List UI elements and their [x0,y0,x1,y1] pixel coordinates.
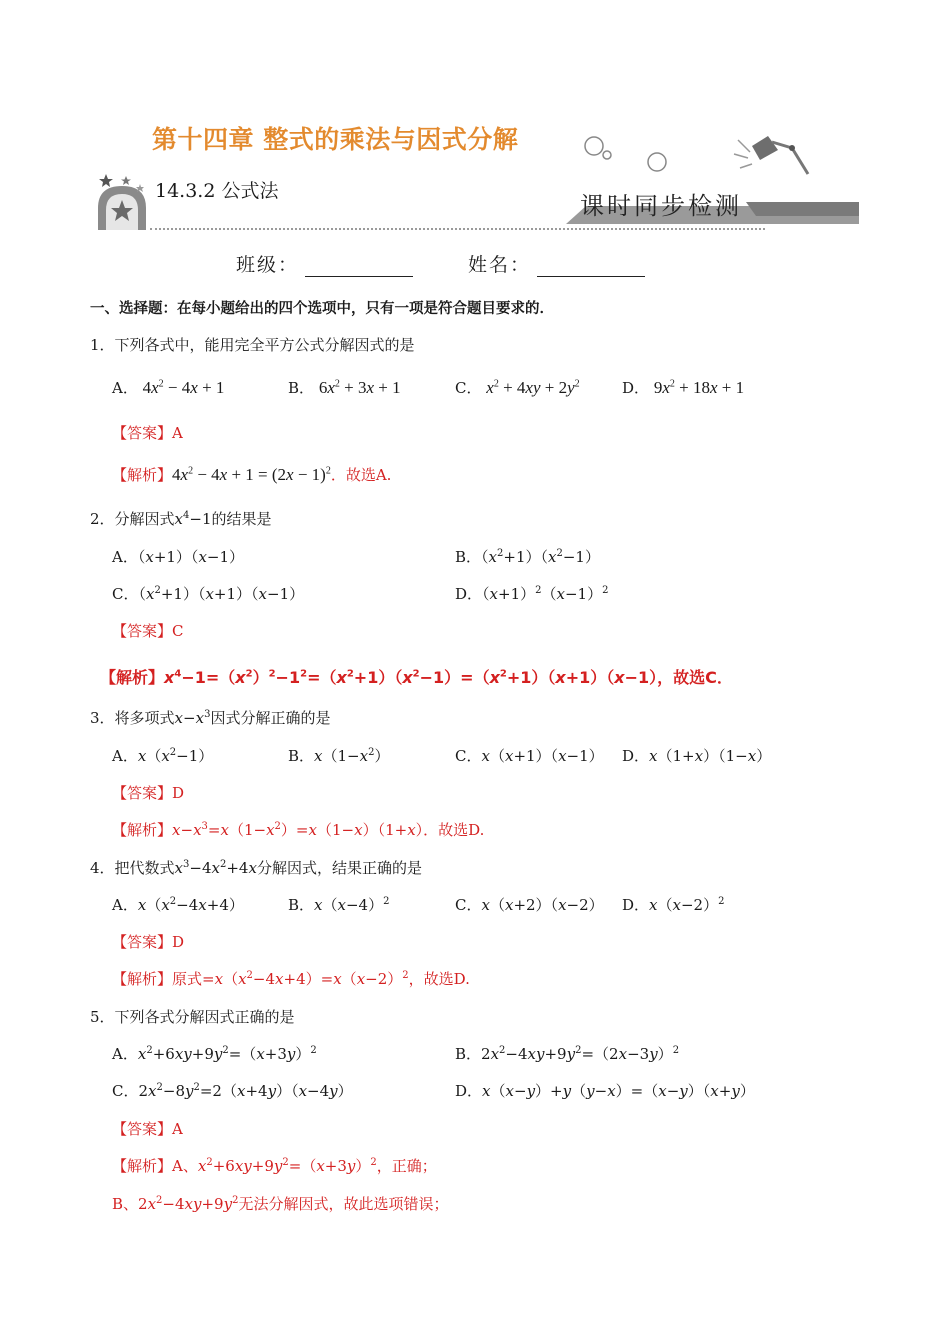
q3-option-c[interactable]: C．x（x+1）（x−1） [455,747,604,765]
badge-title: 课时同步检测 [580,192,742,220]
section-heading: 一、选择题：在每小题给出的四个选项中，只有一项是符合题目要求的． [90,301,554,317]
q1-option-c[interactable]: C． $x^2 + 4xy + 2y^2$ [455,378,580,397]
q5-stem: 5．下列各式分解因式正确的是 [90,1008,295,1026]
q5-option-a[interactable]: A．$x^2+6xy+9y^2=(x+3y)^2$ [112,1045,317,1063]
desk-lamp-icon [730,128,820,208]
q3-option-b[interactable]: B．$x(1-x^2)$ [288,747,390,765]
q4-stem: 4．把代数式$x^3-4x^2+4x$分解因式，结果正确的是 [90,859,422,877]
q1-option-a[interactable]: A． $4x^2 - 4x + 1$ [112,378,225,397]
q3-option-a[interactable]: A．$x(x^2-1)$ [112,747,214,765]
q1-stem: 1．下列各式中，能用完全平方公式分解因式的是 [90,336,415,354]
q3-stem: 3．将多项式$x-x^3$因式分解正确的是 [90,709,331,727]
q5-answer: 【答案】A [112,1120,183,1138]
q4-analysis: 【解析】原式$=x(x^2-4x+4)=x(x-2)^2$，故选D. [112,970,470,988]
name-label: 姓名： [468,254,532,276]
q4-option-c[interactable]: C．x（x+2）（x−2） [455,896,604,914]
q1-option-d[interactable]: D． $9x^2 + 18x + 1$ [622,378,745,397]
q5-analysis-b: B、$2x^2-4xy+9y^2$无法分解因式，故此选项错误； [112,1195,449,1213]
q3-analysis: 【解析】$x-x^3=x(1-x^2)=x(1-x)(1+x)$．故选D. [112,821,485,839]
name-blank[interactable] [537,256,645,277]
q2-stem: 2．分解因式$x^4-1$的结果是 [90,510,272,528]
name-field [468,250,645,277]
class-field [236,250,413,277]
class-blank[interactable] [305,256,413,277]
class-label: 班级： [236,254,300,276]
q2-option-b[interactable]: B．$(x^2+1)(x^2-1)$ [455,548,600,566]
q5-analysis-a: 【解析】A、$x^2+6xy+9y^2=(x+3y)^2$，正确； [112,1157,437,1175]
q4-option-d[interactable]: D．$x(x-2)^2$ [622,896,725,914]
q5-option-d[interactable]: D．x（x−y）+y（y−x）=（x−y）（x+y） [455,1082,755,1100]
section-title: 14.3.2 公式法 [155,180,279,202]
q5-option-c[interactable]: C．$2x^2-8y^2=2(x+4y)(x-4y)$ [112,1082,353,1100]
q2-option-d[interactable]: D．$(x+1)^2(x-1)^2$ [455,585,609,603]
q2-analysis: 【解析】$x^4-1=(x^2)^2-1^2=(x^2+1)(x^2-1)=(x^2+1)(x+1)(x-1)$，故选C． [100,668,733,687]
q2-option-a[interactable]: A．（x+1）（x−1） [112,548,245,566]
chapter-badge-icon [92,170,156,234]
q4-option-a[interactable]: A．$x(x^2-4x+4)$ [112,896,244,914]
q5-option-b[interactable]: B．$2x^2-4xy+9y^2=(2x-3y)^2$ [455,1045,680,1063]
q1-analysis: 【解析】$4x^2 - 4x + 1 = (2x - 1)^2$．故选A. [112,465,392,484]
q3-option-d[interactable]: D．x（1+x）（1−x） [622,747,772,765]
q4-answer: 【答案】D [112,933,185,951]
q4-option-b[interactable]: B．$x(x-4)^2$ [288,896,390,914]
q1-option-b[interactable]: B． $6x^2 + 3x + 1$ [288,378,401,397]
q1-answer: 【答案】A [112,424,183,442]
q2-answer: 【答案】C [112,622,184,640]
q3-answer: 【答案】D [112,784,185,802]
bubbles-decoration-icon [580,130,680,180]
q2-option-c[interactable]: C．$(x^2+1)(x+1)(x-1)$ [112,585,305,603]
header-divider [150,228,765,230]
chapter-title: 第十四章 整式的乘法与因式分解 [152,125,519,154]
